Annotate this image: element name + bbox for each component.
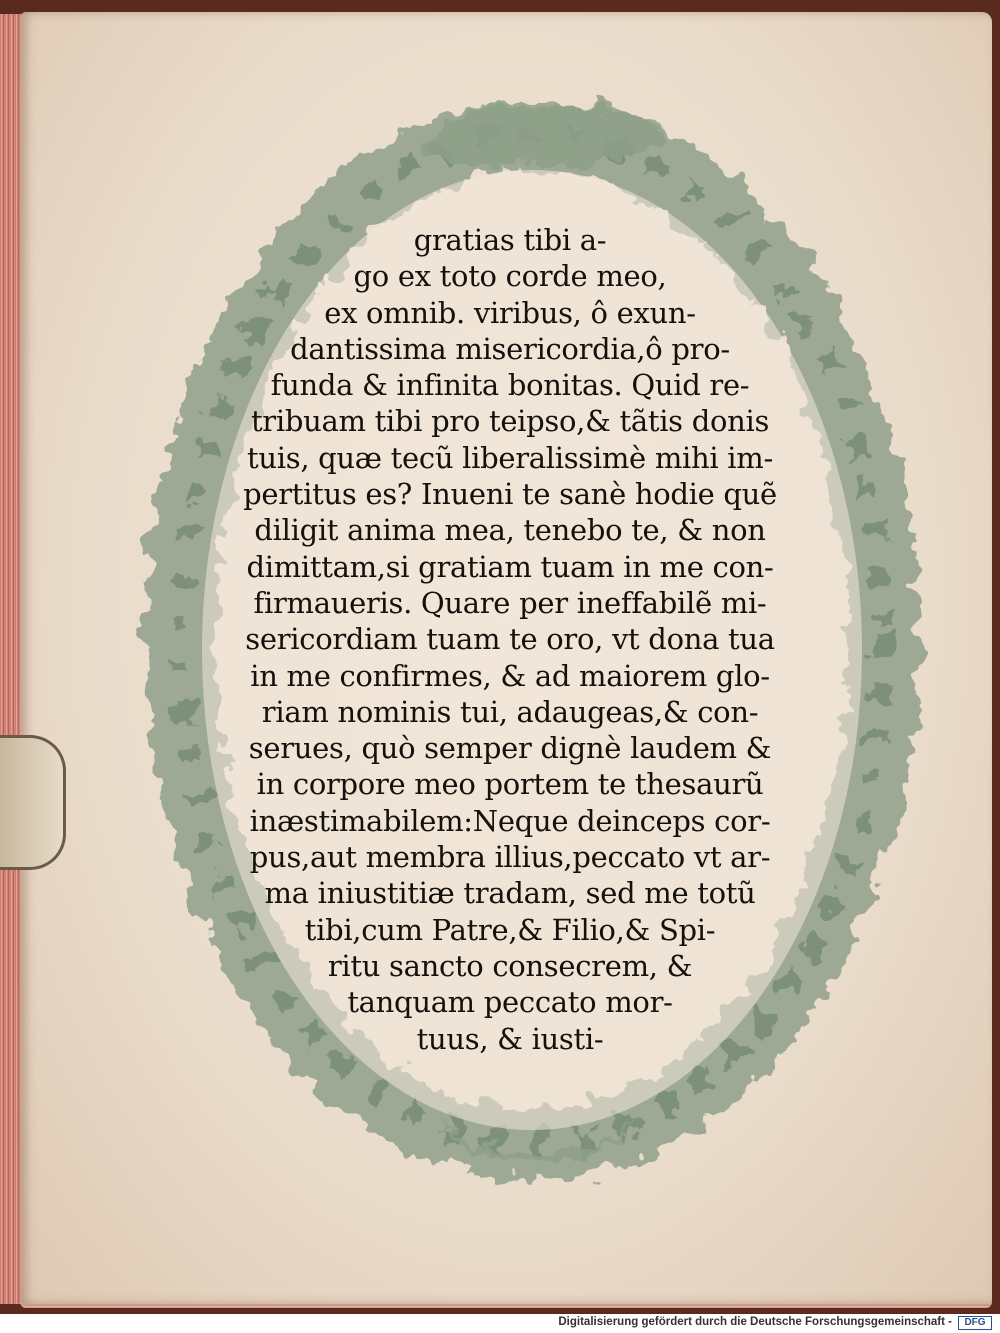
text-line: in corpore meo portem te thesaurũ (256, 767, 764, 802)
text-line: tuus, & iusti- (416, 1021, 604, 1056)
text-line: tribuam tibi pro teipso,& tãtis donis (250, 404, 770, 439)
funding-caption: Digitalisierung gefördert durch die Deutsche Forschungsgemeinschaft - (558, 1316, 952, 1328)
text-line: ritu sancto consecrem, & (327, 948, 693, 983)
text-line: tanquam peccato mor- (347, 985, 673, 1020)
text-line: ex omnib. viribus, ô exun- (324, 295, 696, 330)
text-line: ma iniustitiæ tradam, sed me totũ (264, 876, 756, 911)
text-line: dantissima misericordia,ô pro- (290, 331, 730, 366)
text-line: tibi,cum Patre,& Filio,& Spi- (304, 912, 716, 947)
caption-bar (0, 1314, 1000, 1333)
text-line: sericordiam tuam te oro, vt dona tua (245, 622, 775, 657)
text-line: firmaueris. Quare per ineffabilẽ mi- (253, 585, 767, 620)
text-line: pus,aut membra illius,peccato vt ar- (249, 840, 771, 875)
text-line: gratias tibi a- (413, 223, 607, 257)
dfg-logo: DFG (958, 1316, 992, 1330)
text-line: diligit anima mea, tenebo te, & non (254, 513, 766, 548)
text-line: riam nominis tui, adaugeas,& con- (261, 694, 759, 729)
text-line: pertitus es? Inueni te sanè hodie quẽ (243, 477, 777, 512)
text-line: go ex toto corde meo, (353, 259, 667, 294)
prayer-text (190, 222, 830, 1057)
text-line: serues, quò semper dignè laudem & (248, 731, 772, 766)
text-line: funda & infinita bonitas. Quid re- (270, 368, 750, 403)
text-line: dimittam,si gratiam tuam in me con- (246, 549, 774, 584)
text-line: tuis, quæ tecũ liberalissimè mihi im- (247, 440, 773, 475)
text-line: in me confirmes, & ad maiorem glo- (250, 658, 770, 693)
text-line: inæstimabilem:Neque deinceps cor- (249, 803, 771, 838)
